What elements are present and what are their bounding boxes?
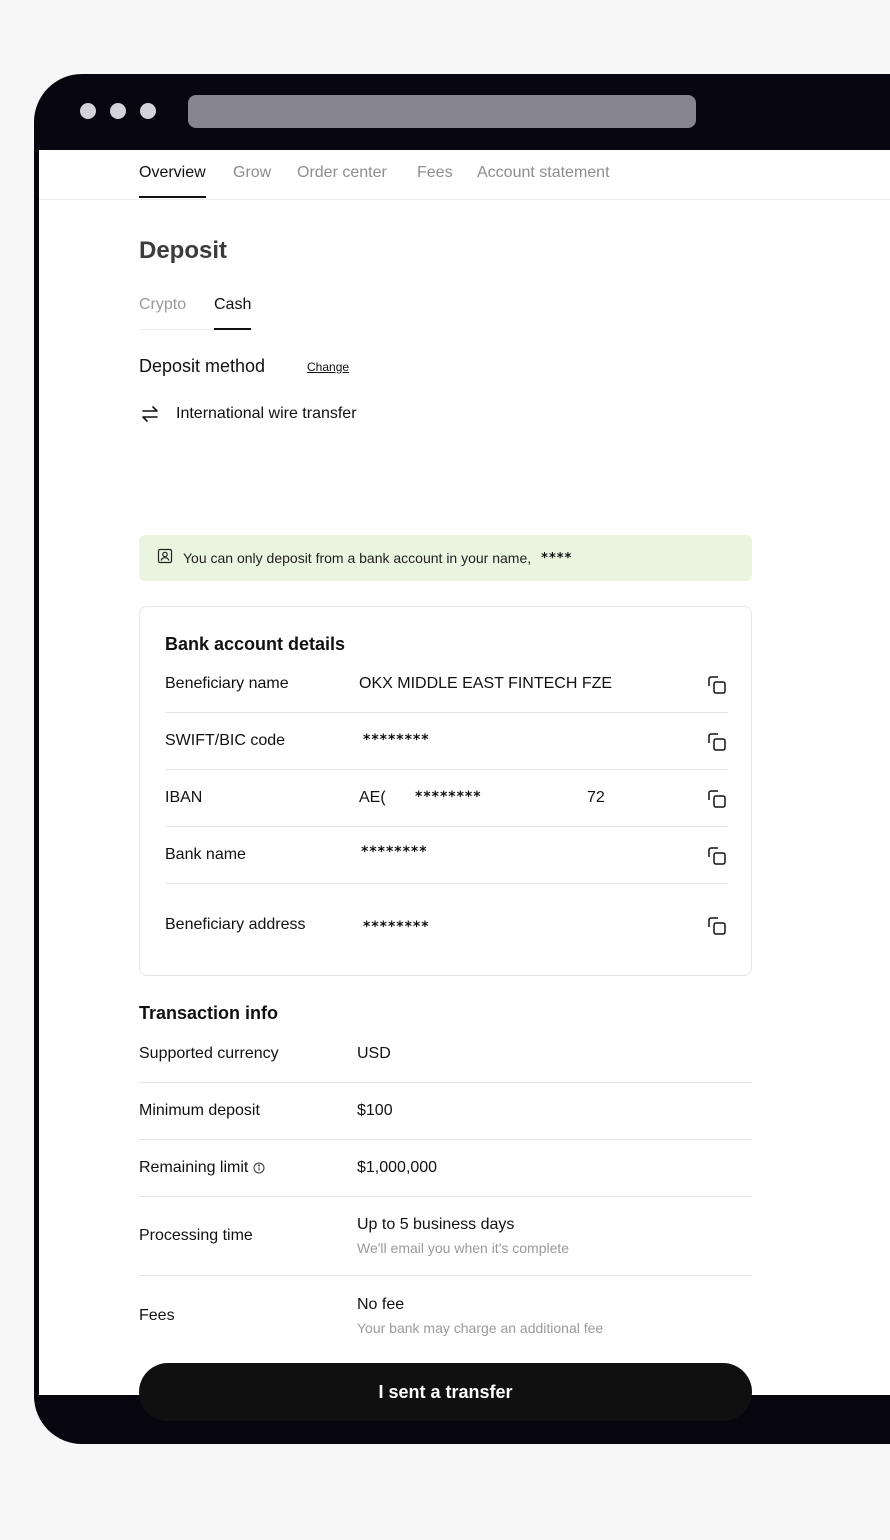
row-label: Minimum deposit bbox=[139, 1102, 260, 1119]
top-nav bbox=[39, 150, 890, 200]
tx-row-limit bbox=[139, 1140, 752, 1197]
bank-row-swift bbox=[165, 713, 728, 770]
row-value: ******** bbox=[361, 844, 428, 860]
row-value: OKX MIDDLE EAST FINTECH FZE bbox=[359, 675, 613, 692]
row-value: No fee bbox=[357, 1296, 405, 1313]
bank-details-title: Bank account details bbox=[165, 634, 346, 654]
row-label: Supported currency bbox=[139, 1045, 279, 1062]
window-dot-icon bbox=[80, 103, 96, 119]
row-value: $100 bbox=[357, 1102, 393, 1119]
row-value: $1,000,000 bbox=[357, 1159, 438, 1176]
bank-row-iban bbox=[165, 770, 728, 827]
iban-mask: ******** bbox=[415, 789, 482, 805]
tx-row-fees bbox=[139, 1276, 752, 1346]
window-dot-icon bbox=[140, 103, 156, 119]
iban-prefix: AE( bbox=[359, 789, 386, 806]
name-notice-banner bbox=[139, 535, 752, 581]
row-value: USD bbox=[357, 1045, 391, 1062]
row-label: Processing time bbox=[139, 1227, 253, 1244]
row-label: Fees bbox=[139, 1307, 175, 1324]
row-label: SWIFT/BIC code bbox=[165, 732, 286, 749]
info-icon[interactable] bbox=[253, 1162, 265, 1174]
row-note: We'll email you when it's complete bbox=[357, 1240, 570, 1256]
nav-tab-grow[interactable]: Grow bbox=[233, 164, 272, 181]
transaction-info-title: Transaction info bbox=[139, 1003, 279, 1023]
copy-icon[interactable] bbox=[706, 788, 728, 810]
transfer-arrows-icon bbox=[139, 403, 161, 425]
row-label: Beneficiary address bbox=[165, 916, 306, 933]
copy-icon[interactable] bbox=[706, 674, 728, 696]
iban-suffix: 72 bbox=[587, 789, 605, 806]
page-title: Deposit bbox=[139, 237, 228, 264]
sent-transfer-button[interactable]: I sent a transfer bbox=[139, 1363, 752, 1421]
notice-text: You can only deposit from a bank account in your name, bbox=[183, 550, 532, 566]
method-name: International wire transfer bbox=[176, 405, 357, 422]
copy-icon[interactable] bbox=[706, 915, 728, 937]
tab-crypto[interactable]: Crypto bbox=[139, 296, 187, 313]
nav-tab-order-center[interactable]: Order center bbox=[297, 164, 387, 181]
bank-row-address bbox=[165, 884, 728, 964]
row-value: Up to 5 business days bbox=[357, 1216, 515, 1233]
id-card-icon bbox=[157, 548, 173, 569]
limit-label-text: Remaining limit bbox=[139, 1159, 249, 1176]
tx-row-currency bbox=[139, 1032, 752, 1083]
nav-tab-overview[interactable]: Overview bbox=[139, 164, 206, 181]
deposit-method-title: Deposit method bbox=[139, 356, 266, 376]
selected-method bbox=[139, 402, 357, 426]
row-label bbox=[139, 1159, 265, 1177]
nav-tab-fees[interactable]: Fees bbox=[417, 164, 453, 181]
row-label: IBAN bbox=[165, 789, 203, 806]
copy-icon[interactable] bbox=[706, 731, 728, 753]
page-content bbox=[39, 150, 890, 1402]
bank-row-beneficiary-name bbox=[165, 663, 728, 713]
device-frame bbox=[34, 74, 890, 1444]
address-bar[interactable] bbox=[188, 95, 696, 128]
browser-top-bar bbox=[34, 74, 890, 150]
row-value: ******** bbox=[363, 732, 430, 748]
change-method-link[interactable]: Change bbox=[307, 360, 350, 374]
row-label: Beneficiary name bbox=[165, 675, 289, 692]
tx-row-processing bbox=[139, 1197, 752, 1276]
row-label: Bank name bbox=[165, 846, 246, 863]
window-dot-icon bbox=[110, 103, 126, 119]
bank-account-card bbox=[139, 606, 752, 976]
masked-account-name: **** bbox=[541, 550, 573, 566]
tx-row-minimum bbox=[139, 1083, 752, 1140]
tab-cash[interactable]: Cash bbox=[214, 296, 252, 313]
row-value: ******** bbox=[363, 919, 430, 935]
deposit-type-tabs bbox=[139, 290, 253, 330]
nav-tab-account-statement[interactable]: Account statement bbox=[477, 164, 610, 181]
copy-icon[interactable] bbox=[706, 845, 728, 867]
bank-row-bank-name bbox=[165, 827, 728, 884]
row-note: Your bank may charge an additional fee bbox=[357, 1320, 604, 1336]
